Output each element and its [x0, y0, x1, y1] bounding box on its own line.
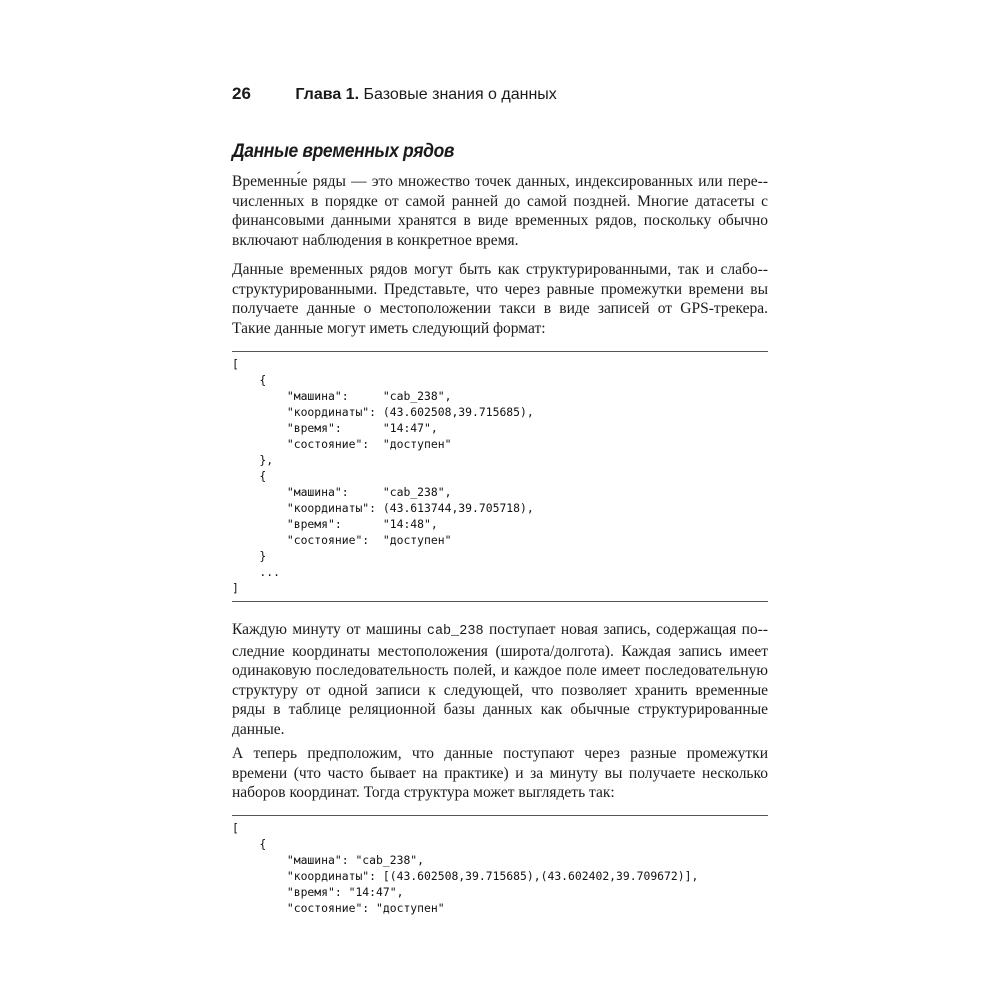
paragraph-text: Каждую минуту от машины	[232, 621, 427, 638]
paragraph-time-series-definition: Временны́е ряды — это множество точек данных, индексированных или пере-численных в порядке от самой ранней до самой поздней. Многие датасеты с финансовыми данными хранятся в виде временных рядов, поскольку обычно включают наблюдения в конкретное время.	[232, 173, 768, 249]
paragraph-irregular-intervals: А теперь предположим, что данные поступают через разные промежутки времени (что часто бывает на практике) и за минуту вы получаете несколько наборов координат. Тогда структура может выглядеть так:	[232, 745, 768, 802]
section-heading: Данные временных рядов	[232, 141, 455, 162]
running-head	[232, 84, 557, 105]
chapter-label: Глава 1.	[295, 86, 360, 103]
code-block-bottom-rule	[232, 601, 768, 602]
code-block-top-rule	[232, 815, 768, 816]
code-block-top-rule	[232, 351, 768, 352]
page-number: 26	[232, 84, 251, 103]
inline-code-cab-id: cab_238	[426, 624, 484, 639]
code-block-irregular-intervals: [ { "машина": "cab_238", "координаты": [(43.602508,39.715685),(43.602402,39.709672)], "время": "14:47", "состояние": "доступен"	[232, 821, 699, 915]
chapter-title: Базовые знания о данных	[363, 86, 557, 103]
paragraph-cab-records	[232, 620, 768, 740]
paragraph-text: поступает новая запись, содержащая по-следние координаты местоположения (широта/долгота). Каждая запись имеет одинаковую последовательность полей, и каждое поле имеет последовательную структуру от одной записи к следующей, что позволяет хранить временные ряды в таблице реляционной базы данных как обычные структурированные данные.	[232, 621, 768, 738]
paragraph-structured-data: Данные временных рядов могут быть как структурированными, так и слабо-структурированными. Представьте, что через равные промежутки времени вы получаете данные о местоположении такси в виде записей от GPS-трекера. Такие данные могут иметь следующий формат:	[232, 261, 768, 337]
code-block-regular-intervals: [ { "машина": "cab_238", "координаты": (43.602508,39.715685), "время": "14:47", "состояние": "доступен" }, { "машина": "cab_238", "координаты": (43.613744,39.705718), "время": "14:48", "состояние": "доступен" } ... ]	[232, 357, 534, 595]
